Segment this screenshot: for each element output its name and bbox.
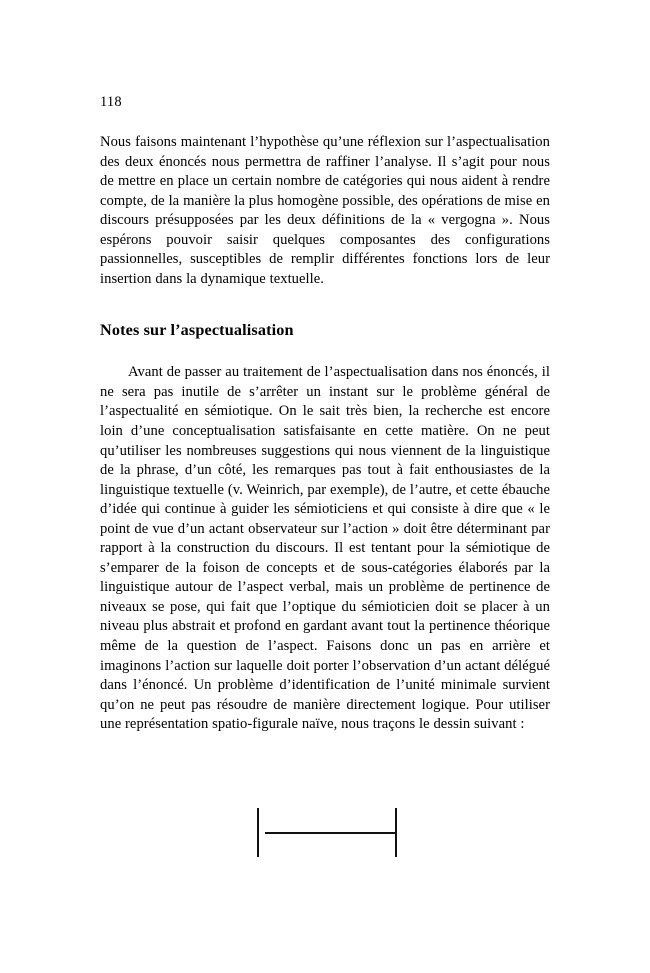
spacer-before-heading: [100, 289, 550, 320]
paragraph-aspectualisation: Avant de passer au traitement de l’aspectualisation dans nos énoncés, il ne sera pas inutile de s’arrêter un instant sur le problème général de l’aspectualité en sémiotique. On le sait très bien, la recherche est encore loin d’une conceptualisation satisfaisante en cette matière. On ne peut qu’utiliser les nombreuses suggestions qui nous viennent de la linguistique de la phrase, d’un côté, les remarques pas tout à fait enthousiastes de la linguistique textuelle (v. Weinrich, par exemple), de l’autre, et cette ébauche d’idée qui continue à guider les sémioticiens et qui consiste à dire que « le point de vue d’un actant observateur sur l’action » doit être déterminant par rapport à la construction du discours. Il est tentant pour la sémiotique de s’emparer de la foison de concepts et de sous-catégories élaborés par la linguistique autour de l’aspect verbal, mais un problème de pertinence de niveaux se pose, qui fait que l’optique du sémioticien doit se placer à un niveau plus abstrait et profond en gardant avant tout la pertinence théorique même de la question de l’aspect. Faisons donc un pas en arrière et imaginons l’action sur laquelle doit porter l’observation d’un actant délégué dans l’énoncé. Un problème d’identification de l’unité minimale survient qu’on ne peut pas résoudre de manière directement logique. Pour utiliser une représentation spatio-figurale naïve, nous traçons le dessin suivant :: [100, 364, 550, 733]
segment-diagram: [255, 808, 403, 862]
page-number: 118: [100, 94, 122, 110]
diagram-left-terminal-bar: [257, 808, 259, 857]
diagram-horizontal-segment: [265, 832, 397, 834]
text-column: [100, 133, 550, 735]
section-heading-aspectualisation: Notes sur l’aspectualisation: [100, 321, 294, 340]
paragraph-intro: Nous faisons maintenant l’hypothèse qu’une réflexion sur l’aspectualisation des deux énoncés nous permettra de raffiner l’analyse. Il s’agit pour nous de mettre en place un certain nombre de catégories qui nous aident à rendre compte, de la manière la plus homogène possible, des opérations de mise en discours présupposées par les deux définitions de la « vergogna ». Nous espérons pouvoir saisir quelques composantes des configurations passionnelles, susceptibles de remplir différentes fonctions lors de leur insertion dans la dynamique textuelle.: [100, 134, 550, 287]
spacer-after-heading: [100, 340, 550, 363]
diagram-right-terminal-bar: [395, 808, 397, 857]
